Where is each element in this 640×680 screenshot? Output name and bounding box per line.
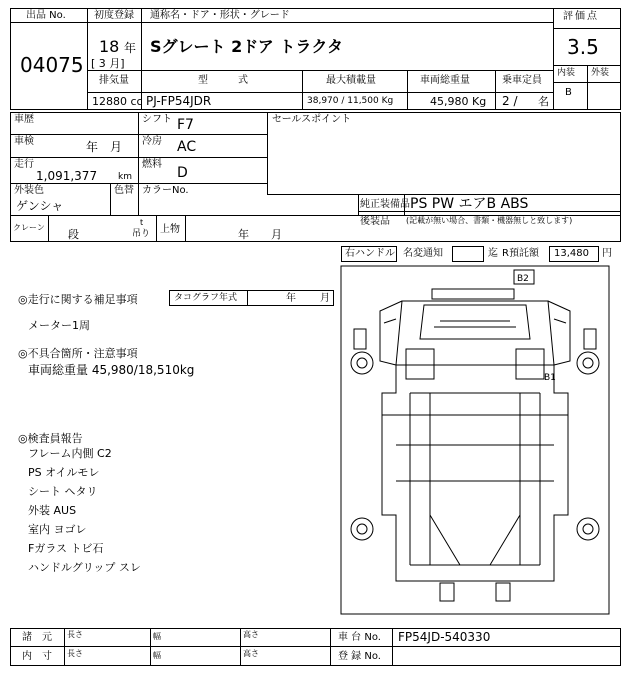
divider xyxy=(302,70,303,110)
reg-month: [ 3 月] xyxy=(91,57,125,70)
r-tax-value: 13,480 xyxy=(554,248,589,259)
color-code-label: カラーNo. xyxy=(142,185,189,196)
fuel-label: 燃料 xyxy=(142,159,162,170)
exterior-grade-label: 外装 xyxy=(591,68,610,78)
model: PJ-FP54JDR xyxy=(146,94,212,108)
score-label: 評価点 xyxy=(563,11,599,22)
equipment-label: 純正装備品 xyxy=(360,199,410,210)
height-label: 高さ xyxy=(243,649,259,658)
divider xyxy=(185,215,186,242)
sales-point-label: セールスポイント xyxy=(272,114,352,125)
defect-title: ◎不具合箇所・注意事項 xyxy=(18,347,138,360)
divider xyxy=(64,628,65,666)
divider xyxy=(330,628,331,666)
divider xyxy=(407,70,408,110)
width-label: 幅 xyxy=(153,632,161,641)
first-reg-label: 初度登録 xyxy=(94,10,134,21)
equipment-value: PS PW エアB ABS xyxy=(410,196,529,212)
divider xyxy=(156,215,157,242)
inspection-value: 年 月 xyxy=(86,140,123,154)
name-change-box xyxy=(452,246,484,262)
handle-value: 右ハンドル xyxy=(345,248,395,259)
aftermarket-note: (記載が無い場合、書類・機器無しと致します) xyxy=(406,216,573,225)
length-label: 長さ xyxy=(67,649,83,658)
damage-label-b1: B1 xyxy=(544,373,556,383)
divider xyxy=(150,628,151,666)
capacity-label: 乗車定員 xyxy=(502,75,542,86)
lot-no-label: 出品 No. xyxy=(26,10,66,21)
divider xyxy=(247,290,248,306)
color-change-label: 色替 xyxy=(114,185,134,196)
r-tax-label: R預託額 xyxy=(502,248,539,259)
chassis-value: FP54JD-540330 xyxy=(398,630,491,644)
chassis-label: 車 台 No. xyxy=(338,632,381,643)
gross-weight: 45,980 Kg xyxy=(430,95,487,108)
divider xyxy=(10,183,267,184)
divider xyxy=(138,112,139,215)
crane-label: クレーン xyxy=(13,223,45,232)
aircon-value: AC xyxy=(177,139,197,155)
inspector-line: 外装 AUS xyxy=(28,504,77,517)
height-label: 高さ xyxy=(243,630,259,639)
divider xyxy=(240,628,241,666)
max-load: 38,970 / 11,500 Kg xyxy=(307,96,394,106)
crane-ton: t xyxy=(140,218,144,227)
divider xyxy=(10,157,267,158)
mileage-unit: km xyxy=(118,172,132,182)
fuel-value: D xyxy=(177,165,188,181)
mileage-value: 1,091,377 xyxy=(36,169,98,183)
reg-no-label: 登 録 No. xyxy=(338,651,381,662)
capacity-unit: 名 xyxy=(538,95,549,108)
aircon-label: 冷房 xyxy=(142,136,162,147)
interior-grade-label: 内装 xyxy=(557,68,576,78)
tacho-label: タコグラフ年式 xyxy=(174,293,238,303)
displacement: 12880 cc xyxy=(92,95,143,108)
shift-value: F7 xyxy=(177,117,194,133)
inspector-line: Fガラス トビ石 xyxy=(28,542,104,555)
inspector-line: シート ヘタリ xyxy=(28,485,98,498)
reg-year-unit: 年 xyxy=(124,41,137,55)
width-label: 幅 xyxy=(153,651,161,660)
reg-year: 18 xyxy=(99,37,120,56)
inspector-line: ハンドルグリップ スレ xyxy=(28,561,141,574)
color-value: ゲンシャ xyxy=(16,199,64,213)
divider xyxy=(110,183,111,215)
inspector-line: PS オイルモレ xyxy=(28,466,100,479)
divider xyxy=(48,215,49,242)
interior-grade: B xyxy=(565,87,572,98)
interior-dim-label: 内 寸 xyxy=(22,651,52,662)
travel-text: メーター1周 xyxy=(28,319,90,332)
damage-label-b2: B2 xyxy=(517,274,529,284)
upper-value: 年 月 xyxy=(238,228,282,241)
divider xyxy=(10,22,553,23)
color-label: 外装色 xyxy=(14,185,44,196)
displacement-label: 排気量 xyxy=(99,75,129,86)
inspector-line: 室内 ヨゴレ xyxy=(28,523,87,536)
car-name: Sグレート 2ドア トラクタ xyxy=(150,37,343,56)
divider xyxy=(87,70,553,71)
travel-title: ◎走行に関する補足事項 xyxy=(18,293,138,306)
gross-weight-label: 車両総重量 xyxy=(420,75,470,86)
tacho-year: 年 xyxy=(286,293,296,304)
r-tax-unit: 円 xyxy=(602,248,612,259)
divider xyxy=(495,70,496,110)
defect-text: 車両総重量 45,980/18,510kg xyxy=(28,363,195,377)
tacho-month: 月 xyxy=(320,293,330,304)
divider xyxy=(587,65,588,110)
truck-damage-diagram xyxy=(340,265,610,615)
spec-label: 諸 元 xyxy=(22,632,52,643)
divider xyxy=(87,8,88,110)
divider xyxy=(10,646,621,647)
model-label: 型 式 xyxy=(198,75,248,86)
divider xyxy=(392,628,393,666)
divider xyxy=(87,92,553,93)
history-label: 車歴 xyxy=(14,114,34,125)
aftermarket-label: 後装品 xyxy=(360,216,390,227)
capacity: 2 / xyxy=(502,94,518,108)
crane-step: 段 xyxy=(68,228,79,241)
max-load-label: 最大積載量 xyxy=(326,75,376,86)
inspector-title: ◎検査員報告 xyxy=(18,432,83,445)
upper-label: 上物 xyxy=(160,224,180,235)
divider xyxy=(267,194,621,195)
crane-lift: 吊り xyxy=(132,229,151,239)
divider xyxy=(553,28,621,29)
divider xyxy=(267,112,268,194)
length-label: 長さ xyxy=(67,630,83,639)
divider xyxy=(141,8,142,70)
inspector-line: フレーム内側 C2 xyxy=(28,447,112,460)
shift-label: シフト xyxy=(142,114,172,125)
lot-number: 04075 xyxy=(20,53,84,77)
mileage-label: 走行 xyxy=(14,159,34,170)
r-tax-prefix: 迄 xyxy=(488,248,498,259)
inspection-label: 車検 xyxy=(14,136,34,147)
name-change-label: 名変通知 xyxy=(403,248,443,259)
footer-frame xyxy=(10,628,621,666)
divider xyxy=(10,134,267,135)
car-name-label: 通称名・ドア・形状・グレード xyxy=(150,10,290,21)
divider xyxy=(553,8,554,110)
score-value: 3.5 xyxy=(567,35,599,59)
